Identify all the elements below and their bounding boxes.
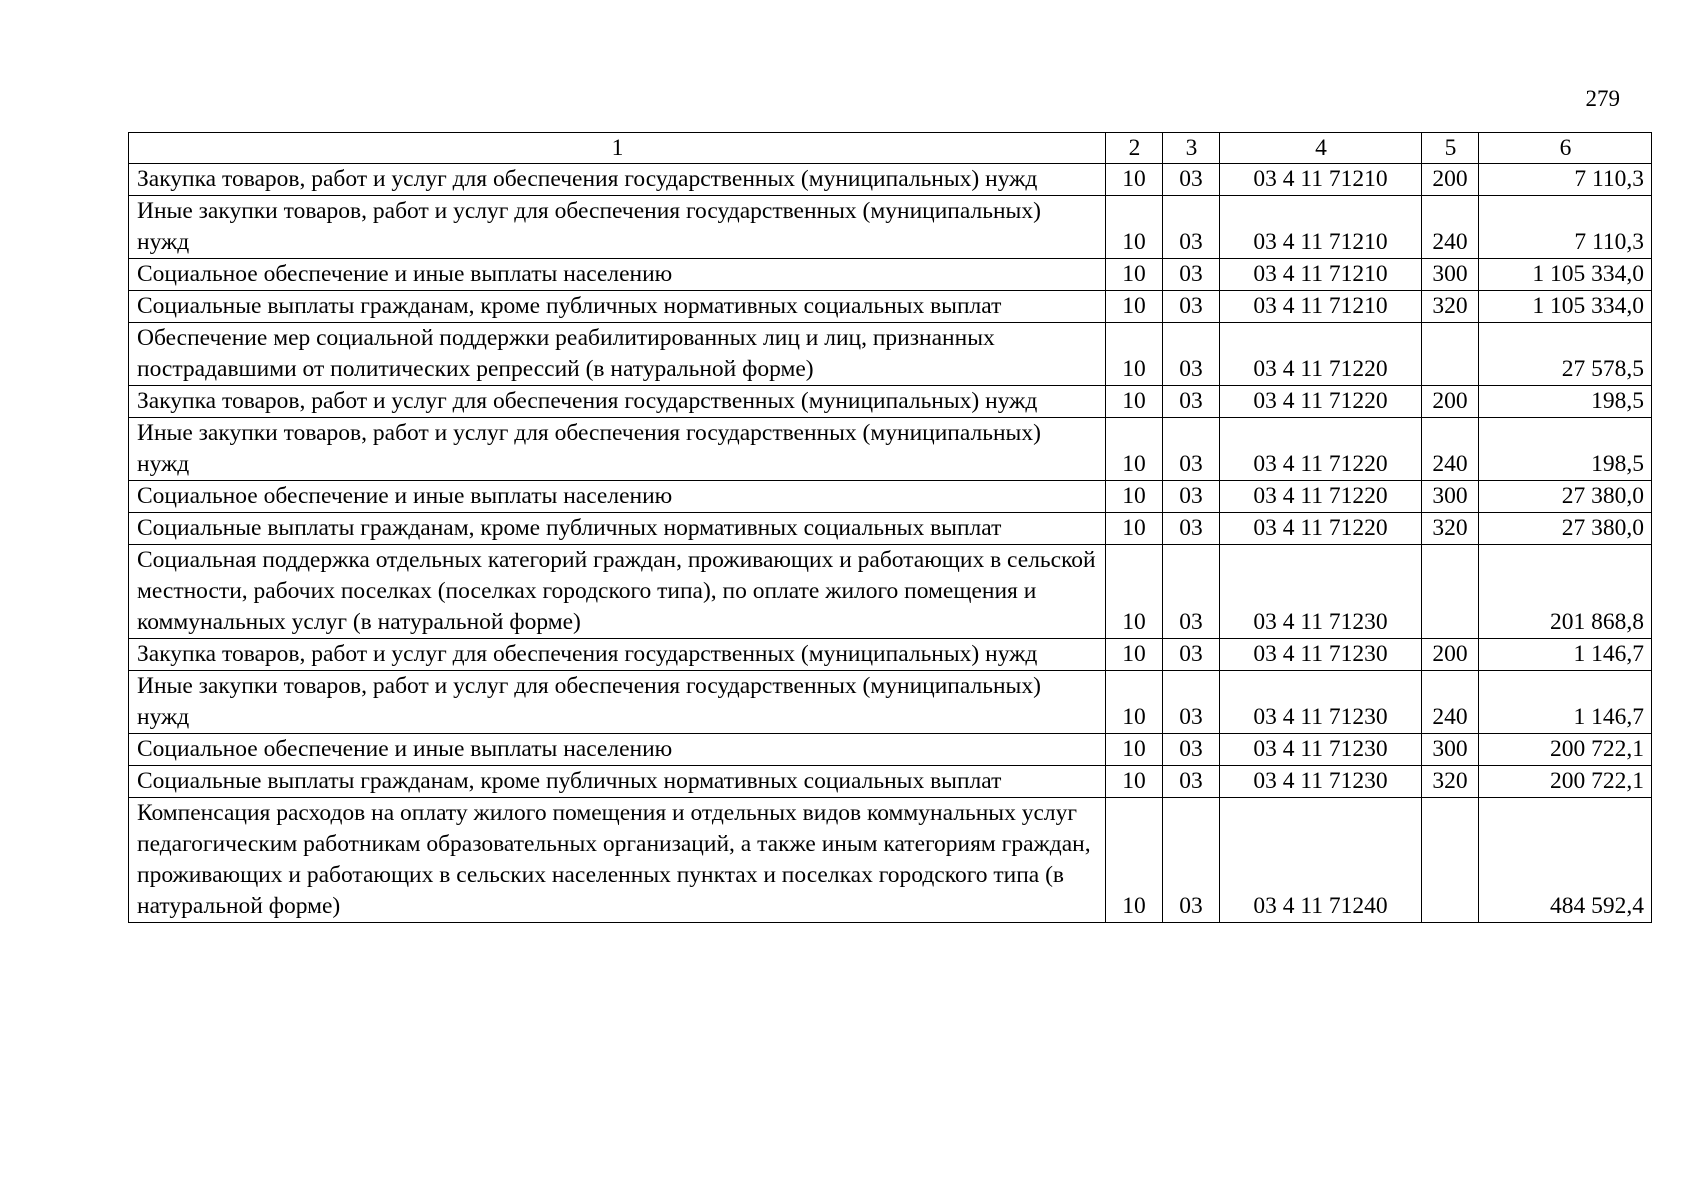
table-row (129, 798, 1652, 923)
row-subsection: 03 (1163, 545, 1220, 639)
row-expense-type: 200 (1422, 164, 1479, 196)
header-col-2: 2 (1106, 133, 1163, 164)
row-target-code: 03 4 11 71220 (1220, 386, 1422, 418)
row-subsection: 03 (1163, 513, 1220, 545)
row-amount: 27 380,0 (1479, 513, 1652, 545)
row-section: 10 (1106, 513, 1163, 545)
row-subsection: 03 (1163, 671, 1220, 734)
row-section: 10 (1106, 798, 1163, 923)
row-section: 10 (1106, 323, 1163, 386)
table-row (129, 291, 1652, 323)
row-amount: 1 105 334,0 (1479, 259, 1652, 291)
row-name: Закупка товаров, работ и услуг для обеспечения государственных (муниципальных) нужд (129, 639, 1106, 671)
row-name: Социальные выплаты гражданам, кроме публичных нормативных социальных выплат (129, 291, 1106, 323)
table-row (129, 671, 1652, 734)
table-header-row (129, 133, 1652, 164)
row-expense-type (1422, 798, 1479, 923)
row-name: Социальное обеспечение и иные выплаты населению (129, 734, 1106, 766)
row-amount: 1 146,7 (1479, 671, 1652, 734)
row-target-code: 03 4 11 71220 (1220, 513, 1422, 545)
table-row (129, 164, 1652, 196)
row-target-code: 03 4 11 71210 (1220, 196, 1422, 259)
row-expense-type: 240 (1422, 418, 1479, 481)
row-section: 10 (1106, 164, 1163, 196)
row-expense-type: 300 (1422, 734, 1479, 766)
row-amount: 201 868,8 (1479, 545, 1652, 639)
row-target-code: 03 4 11 71230 (1220, 545, 1422, 639)
row-expense-type: 200 (1422, 639, 1479, 671)
row-expense-type: 240 (1422, 671, 1479, 734)
row-subsection: 03 (1163, 323, 1220, 386)
row-subsection: 03 (1163, 734, 1220, 766)
row-target-code: 03 4 11 71210 (1220, 164, 1422, 196)
row-target-code: 03 4 11 71210 (1220, 259, 1422, 291)
row-target-code: 03 4 11 71230 (1220, 766, 1422, 798)
row-expense-type: 320 (1422, 291, 1479, 323)
row-expense-type: 320 (1422, 766, 1479, 798)
row-subsection: 03 (1163, 766, 1220, 798)
row-target-code: 03 4 11 71240 (1220, 798, 1422, 923)
row-target-code: 03 4 11 71230 (1220, 639, 1422, 671)
table-row (129, 766, 1652, 798)
row-amount: 200 722,1 (1479, 734, 1652, 766)
row-subsection: 03 (1163, 164, 1220, 196)
row-section: 10 (1106, 386, 1163, 418)
row-name: Обеспечение мер социальной поддержки реабилитированных лиц и лиц, признанных пострадавшими от политических репрессий (в натуральной форме) (129, 323, 1106, 386)
table-row (129, 323, 1652, 386)
row-subsection: 03 (1163, 386, 1220, 418)
header-col-1: 1 (129, 133, 1106, 164)
row-name: Компенсация расходов на оплату жилого помещения и отдельных видов коммунальных услуг педагогическим работникам образовательных организаций, а также иным категориям граждан, проживающих и работающих в сельских населенных пунктах и поселках городского типа (в натуральной форме) (129, 798, 1106, 923)
row-subsection: 03 (1163, 798, 1220, 923)
row-subsection: 03 (1163, 259, 1220, 291)
table-row (129, 545, 1652, 639)
header-col-5: 5 (1422, 133, 1479, 164)
row-subsection: 03 (1163, 639, 1220, 671)
row-section: 10 (1106, 639, 1163, 671)
row-expense-type: 320 (1422, 513, 1479, 545)
row-target-code: 03 4 11 71220 (1220, 323, 1422, 386)
row-amount: 198,5 (1479, 386, 1652, 418)
header-col-6: 6 (1479, 133, 1652, 164)
row-name: Социальные выплаты гражданам, кроме публичных нормативных социальных выплат (129, 513, 1106, 545)
row-amount: 7 110,3 (1479, 196, 1652, 259)
row-name: Иные закупки товаров, работ и услуг для обеспечения государственных (муниципальных) нужд (129, 671, 1106, 734)
row-subsection: 03 (1163, 418, 1220, 481)
row-name: Закупка товаров, работ и услуг для обеспечения государственных (муниципальных) нужд (129, 164, 1106, 196)
row-amount: 484 592,4 (1479, 798, 1652, 923)
table-row (129, 386, 1652, 418)
table-row (129, 259, 1652, 291)
row-expense-type: 300 (1422, 259, 1479, 291)
row-amount: 200 722,1 (1479, 766, 1652, 798)
row-target-code: 03 4 11 71230 (1220, 671, 1422, 734)
row-expense-type (1422, 323, 1479, 386)
row-amount: 27 578,5 (1479, 323, 1652, 386)
row-target-code: 03 4 11 71220 (1220, 481, 1422, 513)
row-target-code: 03 4 11 71210 (1220, 291, 1422, 323)
row-section: 10 (1106, 259, 1163, 291)
row-name: Закупка товаров, работ и услуг для обеспечения государственных (муниципальных) нужд (129, 386, 1106, 418)
row-section: 10 (1106, 766, 1163, 798)
row-section: 10 (1106, 671, 1163, 734)
row-subsection: 03 (1163, 196, 1220, 259)
row-target-code: 03 4 11 71230 (1220, 734, 1422, 766)
row-name: Иные закупки товаров, работ и услуг для обеспечения государственных (муниципальных) нужд (129, 196, 1106, 259)
row-expense-type (1422, 545, 1479, 639)
row-target-code: 03 4 11 71220 (1220, 418, 1422, 481)
row-name: Социальное обеспечение и иные выплаты населению (129, 259, 1106, 291)
row-section: 10 (1106, 418, 1163, 481)
table-row (129, 481, 1652, 513)
table-row (129, 196, 1652, 259)
table-row (129, 639, 1652, 671)
row-section: 10 (1106, 481, 1163, 513)
table-row (129, 734, 1652, 766)
header-col-4: 4 (1220, 133, 1422, 164)
page-number: 279 (1585, 86, 1620, 111)
row-subsection: 03 (1163, 481, 1220, 513)
row-section: 10 (1106, 545, 1163, 639)
row-amount: 27 380,0 (1479, 481, 1652, 513)
row-name: Социальная поддержка отдельных категорий граждан, проживающих и работающих в сельской местности, рабочих поселках (поселках городского типа), по оплате жилого помещения и коммунальных услуг (в натуральной форме) (129, 545, 1106, 639)
row-amount: 1 105 334,0 (1479, 291, 1652, 323)
row-amount: 198,5 (1479, 418, 1652, 481)
row-section: 10 (1106, 734, 1163, 766)
header-col-3: 3 (1163, 133, 1220, 164)
row-section: 10 (1106, 196, 1163, 259)
table-row (129, 418, 1652, 481)
row-expense-type: 240 (1422, 196, 1479, 259)
row-subsection: 03 (1163, 291, 1220, 323)
row-section: 10 (1106, 291, 1163, 323)
table-row (129, 513, 1652, 545)
budget-table (128, 132, 1652, 923)
row-name: Социальное обеспечение и иные выплаты населению (129, 481, 1106, 513)
row-amount: 7 110,3 (1479, 164, 1652, 196)
row-name: Иные закупки товаров, работ и услуг для обеспечения государственных (муниципальных) нужд (129, 418, 1106, 481)
row-name: Социальные выплаты гражданам, кроме публичных нормативных социальных выплат (129, 766, 1106, 798)
row-expense-type: 300 (1422, 481, 1479, 513)
row-amount: 1 146,7 (1479, 639, 1652, 671)
row-expense-type: 200 (1422, 386, 1479, 418)
